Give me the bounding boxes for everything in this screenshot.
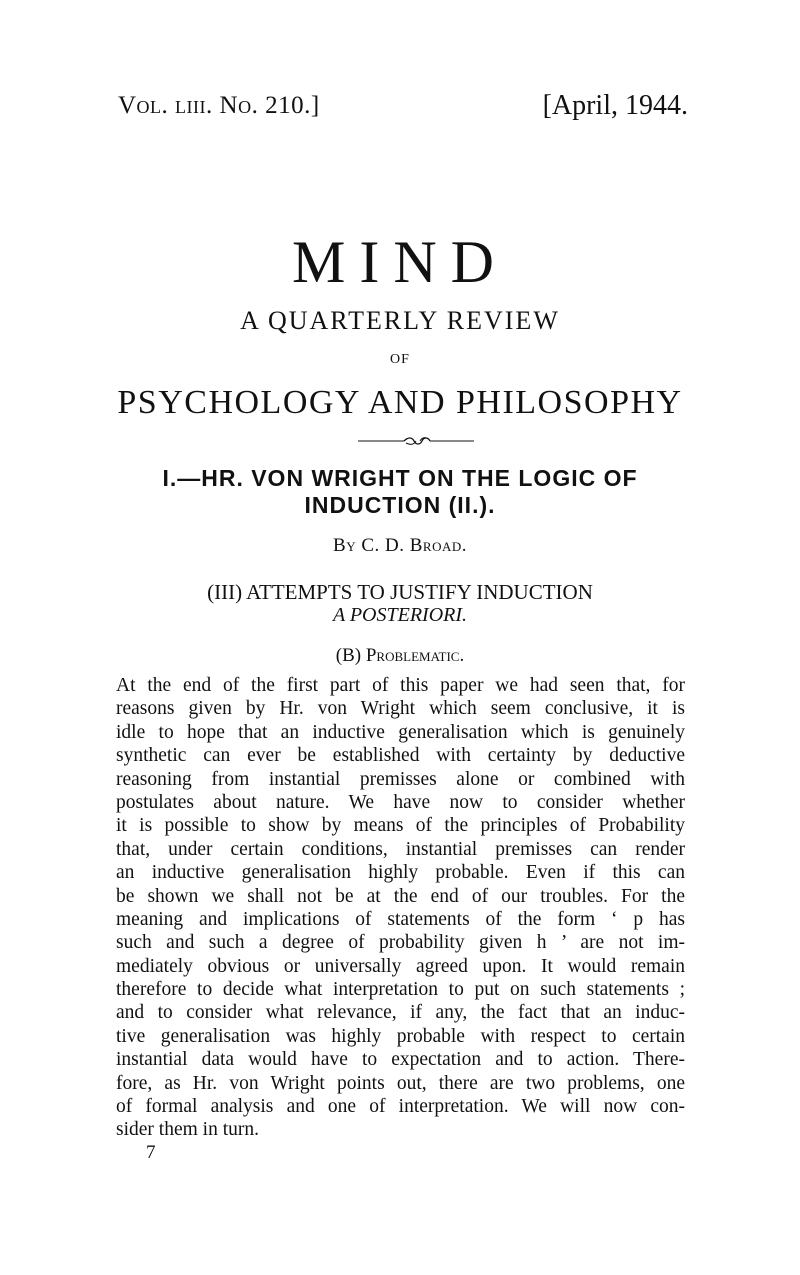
subsection-heading: (B) Problematic. bbox=[335, 645, 465, 666]
journal-of: OF bbox=[390, 352, 410, 367]
body-line: reasoning from instantial premisses alone or combined with bbox=[116, 768, 685, 790]
section-heading-italic: A POSTERIORI. bbox=[332, 604, 468, 626]
body-line: such and such a degree of probability given h ’ are not im- bbox=[116, 932, 685, 954]
body-line: idle to hope that an inductive generalisation which is genuinely bbox=[116, 721, 685, 743]
issue-date: [April, 1944. bbox=[542, 90, 688, 121]
section-heading: (III) ATTEMPTS TO JUSTIFY INDUCTION bbox=[207, 580, 593, 604]
body-line: an inductive generalisation highly probable. Even if this can bbox=[116, 862, 685, 884]
body-line: be shown we shall not be at the end of our troubles. For the bbox=[116, 885, 685, 907]
body-line: it is possible to show by means of the principles of Probability bbox=[116, 815, 685, 837]
body-line: instantial data would have to expectation and to action. There- bbox=[116, 1049, 685, 1071]
journal-title: MIND bbox=[292, 229, 508, 295]
body-line: and to consider what relevance, if any, the fact that an induc- bbox=[116, 1002, 685, 1024]
author-byline: By C. D. Broad. bbox=[333, 535, 467, 556]
body-line: mediately obvious or universally agreed upon. It would remain bbox=[116, 955, 685, 977]
body-line: reasons given by Hr. von Wright which seem conclusive, it is bbox=[116, 698, 685, 720]
body-line: fore, as Hr. von Wright points out, there are two problems, one bbox=[116, 1072, 685, 1094]
body-line: that, under certain conditions, instantial premisses can render bbox=[116, 838, 685, 860]
journal-subtitle: A QUARTERLY REVIEW bbox=[240, 306, 560, 335]
body-line: therefore to decide what interpretation to put on such statements ; bbox=[116, 979, 685, 1001]
body-line: meaning and implications of statements of the form ‘ p has bbox=[116, 908, 685, 930]
article-title-line-2: INDUCTION (II.). bbox=[304, 492, 496, 518]
body-text bbox=[116, 674, 685, 1142]
body-line: postulates about nature. We have now to consider whether bbox=[116, 791, 685, 813]
body-line: synthetic can ever be established with certainty by deductive bbox=[116, 745, 685, 767]
ornament-divider-icon bbox=[358, 436, 474, 446]
article-title-line-1: I.—HR. VON WRIGHT ON THE LOGIC OF bbox=[162, 465, 638, 491]
page-signature: 7 bbox=[146, 1142, 156, 1163]
journal-field: PSYCHOLOGY AND PHILOSOPHY bbox=[117, 384, 683, 421]
body-line: At the end of the first part of this paper we had seen that, for bbox=[116, 675, 685, 696]
body-line: tive generalisation was highly probable with respect to certain bbox=[116, 1025, 685, 1047]
body-line: sider them in turn. bbox=[116, 1119, 259, 1141]
body-line: of formal analysis and one of interpretation. We will now con- bbox=[116, 1096, 685, 1118]
volume-number: Vol. liii. No. 210.] bbox=[118, 92, 320, 119]
